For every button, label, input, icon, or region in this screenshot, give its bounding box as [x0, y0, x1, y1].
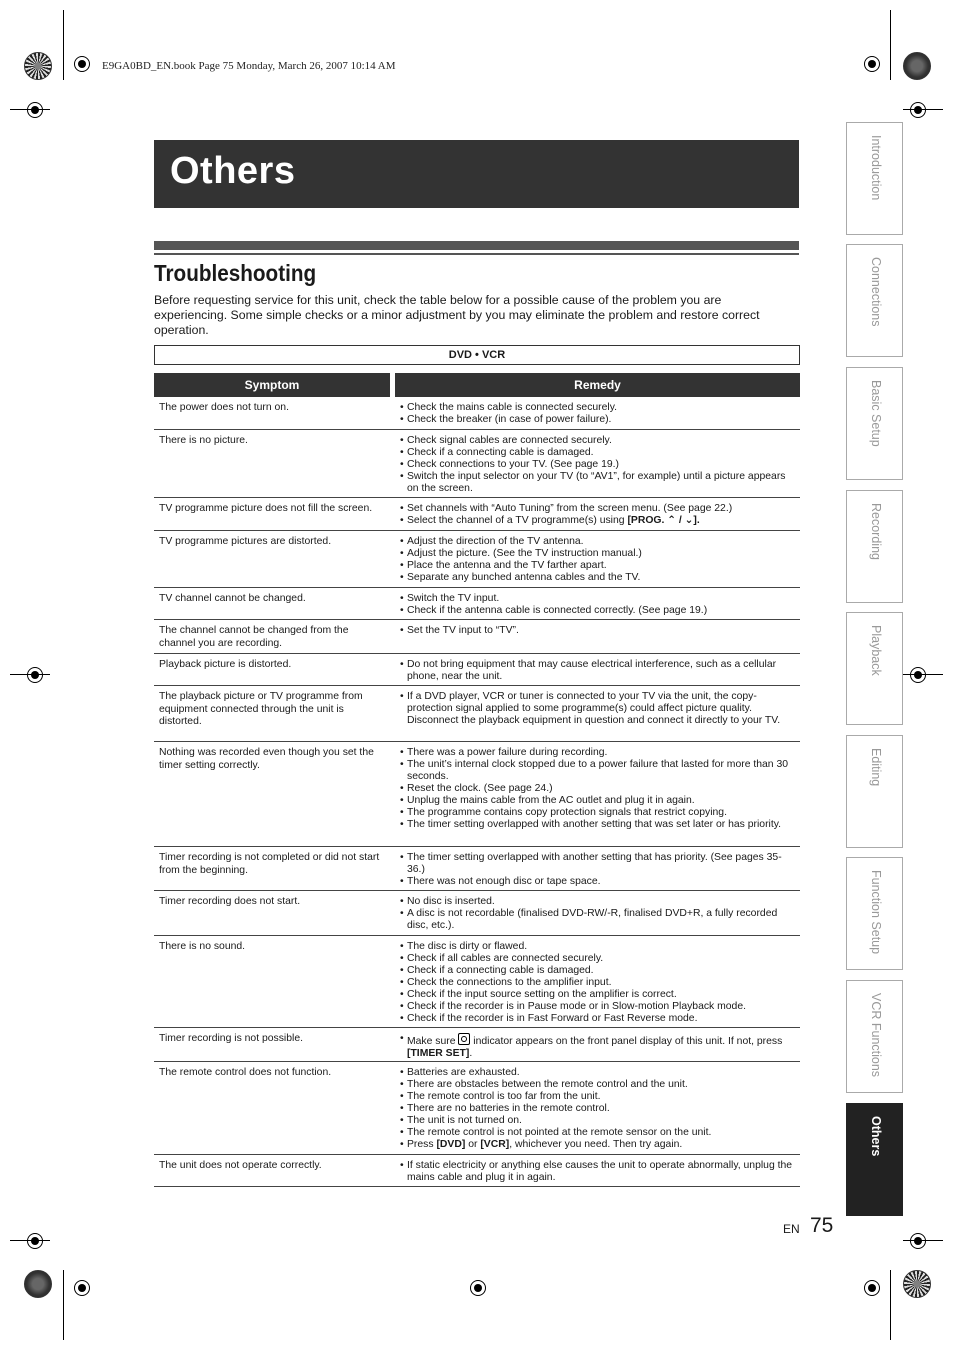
remedy-item: • Switch the input selector on your TV (to “AV1”, for example) until a picture appears on the screen.: [400, 471, 795, 495]
remedy-list: [400, 941, 795, 1025]
registration-dial-icon: [903, 1270, 931, 1298]
timer-icon: [458, 1033, 470, 1045]
dvd-key: [DVD]: [436, 1139, 466, 1150]
section-rule: [154, 241, 799, 250]
remedy-item: • Check if the antenna cable is connected correctly. (See page 19.): [400, 605, 795, 617]
section-title: Troubleshooting: [154, 260, 317, 286]
remedy-item: • There are obstacles between the remote control and the unit.: [400, 1079, 795, 1091]
symptom-header: Symptom: [154, 373, 390, 397]
crosshair-icon: [864, 1280, 880, 1296]
crop-mark: [890, 10, 891, 80]
symptom-text: Nothing was recorded even though you set the timer setting correctly.: [159, 747, 374, 771]
chevron-down-icon: ⌄: [684, 515, 694, 526]
tab-label: Introduction: [869, 135, 883, 201]
remedy-text: Press: [407, 1139, 434, 1150]
remedy-item: • Check if all cables are connected securely.: [400, 953, 795, 965]
crosshair-icon: [74, 1280, 90, 1296]
crop-mark: [903, 674, 943, 675]
page-language: EN: [783, 1222, 800, 1236]
symptom-text: Timer recording does not start.: [159, 896, 301, 907]
remedy-item: • Switch the TV input.: [400, 593, 795, 605]
remedy-list: [400, 503, 795, 527]
tab-function-setup[interactable]: [846, 857, 903, 970]
crop-mark: [10, 109, 50, 110]
category-label: DVD • VCR: [154, 345, 800, 365]
symptom-text: The playback picture or TV programme from equipment connected through the unit is distorted.: [159, 691, 363, 728]
remedy-list: [400, 1067, 795, 1151]
symptom-text: The unit does not operate correctly.: [159, 1160, 322, 1171]
crop-mark: [10, 1240, 50, 1241]
crosshair-icon: [910, 667, 926, 683]
table-row: [154, 1028, 800, 1062]
remedy-text: or: [468, 1139, 478, 1150]
crop-mark: [903, 1240, 943, 1241]
table-row: [154, 847, 800, 891]
remedy-item: • Separate any bunched antenna cables and the TV.: [400, 572, 795, 584]
section-rule-thin: [154, 253, 799, 255]
remedy-list: [400, 1160, 795, 1184]
crosshair-icon: [74, 56, 90, 72]
crosshair-icon: [27, 1233, 43, 1249]
remedy-list: [400, 435, 795, 495]
table-row: [154, 1155, 800, 1187]
remedy-item: • Adjust the picture. (See the TV instruction manual.): [400, 548, 795, 560]
remedy-list: [400, 659, 795, 683]
remedy-item: • Check the connections to the amplifier input.: [400, 977, 795, 989]
remedy-item: • Place the antenna and the TV farther apart.: [400, 560, 795, 572]
symptom-text: Timer recording is not completed or did not start from the beginning.: [159, 852, 380, 876]
remedy-item: • If static electricity or anything else causes the unit to operate abnormally, unplug the mains cable and plug it in again.: [400, 1160, 795, 1184]
print-header: E9GA0BD_EN.book Page 75 Monday, March 26, 2007 10:14 AM: [102, 60, 396, 72]
remedy-text-end: .: [469, 1048, 473, 1059]
registration-dial-icon: [24, 1270, 52, 1298]
symptom-text: Timer recording is not possible.: [159, 1033, 303, 1044]
remedy-item: • Reset the clock. (See page 24.): [400, 783, 795, 795]
remedy-text: Make sure: [407, 1036, 456, 1047]
registration-dial-icon: [24, 52, 52, 80]
crosshair-icon: [864, 56, 880, 72]
table-row: [154, 531, 800, 588]
table-row: [154, 654, 800, 686]
registration-dial-icon: [903, 52, 931, 80]
remedy-list: [400, 536, 795, 584]
tab-label: Function Setup: [869, 870, 883, 955]
crosshair-icon: [27, 102, 43, 118]
table-row: [154, 397, 800, 430]
symptom-text: The remote control does not function.: [159, 1067, 332, 1078]
remedy-list: [400, 593, 795, 617]
remedy-item: • The unit’s internal clock stopped due to a power failure that lasted for more than 30 seconds.: [400, 759, 795, 783]
symptom-text: The power does not turn on.: [159, 402, 289, 413]
remedy-list: [400, 625, 795, 637]
remedy-list: [400, 747, 795, 831]
remedy-item: • Check connections to your TV. (See page 19.): [400, 459, 795, 471]
remedy-item: • There was a power failure during recording.: [400, 747, 795, 759]
crop-mark: [63, 1270, 64, 1340]
remedy-item: • Check the breaker (in case of power failure).: [400, 414, 795, 426]
remedy-item: • Check if the recorder is in Fast Forward or Fast Reverse mode.: [400, 1013, 795, 1025]
remedy-item: • Check if a connecting cable is damaged.: [400, 965, 795, 977]
remedy-item: • The disc is dirty or flawed.: [400, 941, 795, 953]
tab-playback[interactable]: [846, 612, 903, 725]
remedy-item: • Adjust the direction of the TV antenna.: [400, 536, 795, 548]
remedy-item: • Batteries are exhausted.: [400, 1067, 795, 1079]
crop-mark: [890, 1270, 891, 1340]
tab-connections[interactable]: [846, 244, 903, 357]
tab-label: Connections: [869, 257, 883, 327]
table-row: [154, 742, 800, 847]
remedy-item: • No disc is inserted.: [400, 896, 795, 908]
tab-label: Recording: [869, 503, 883, 560]
remedy-list: [400, 852, 795, 888]
remedy-item: [400, 1139, 795, 1151]
remedy-text: indicator appears on the front panel display of this unit. If not, press: [473, 1036, 783, 1047]
table-row: [154, 686, 800, 742]
remedy-item: • The remote control is not pointed at the remote sensor on the unit.: [400, 1127, 795, 1139]
tab-label: Basic Setup: [869, 380, 883, 447]
chapter-title: Others: [170, 150, 296, 192]
vcr-key: [VCR]: [480, 1139, 510, 1150]
tab-editing[interactable]: [846, 735, 903, 848]
remedy-item: • Check if the recorder is in Pause mode or in Slow-motion Playback mode.: [400, 1001, 795, 1013]
symptom-text: There is no picture.: [159, 435, 248, 446]
intro-paragraph: Before requesting service for this unit, check the table below for a possible cause of the problem you are experiencing. Some simple checks or a minor adjustment by you may eliminate the problem and restore correct operation.: [154, 293, 760, 337]
remedy-item: • Check signal cables are connected securely.: [400, 435, 795, 447]
symptom-text: Playback picture is distorted.: [159, 659, 292, 670]
page-number: 75: [810, 1214, 834, 1237]
remedy-item: • There was not enough disc or tape space.: [400, 876, 795, 888]
tab-label: Editing: [869, 748, 883, 787]
remedy-item: • Check the mains cable is connected securely.: [400, 402, 795, 414]
table-row: [154, 936, 800, 1028]
remedy-item: • Check if the input source setting on the amplifier is correct.: [400, 989, 795, 1001]
remedy-item: • There are no batteries in the remote control.: [400, 1103, 795, 1115]
crosshair-icon: [470, 1280, 486, 1296]
crosshair-icon: [27, 667, 43, 683]
symptom-text: TV programme picture does not fill the screen.: [159, 503, 373, 514]
remedy-text: , whichever you need. Then try again.: [509, 1139, 683, 1150]
tab-label: Playback: [869, 625, 883, 676]
tab-basic-setup[interactable]: [846, 367, 903, 480]
remedy-list: [400, 1033, 795, 1060]
table-row: [154, 498, 800, 531]
remedy-item: • If a DVD player, VCR or tuner is connected to your TV via the unit, the copy-protection signal applied to some programme(s) could affect picture quality. Disconnect the playback equipment in question and connect it directly to your TV.: [400, 691, 795, 727]
table-row: [154, 588, 800, 620]
table-row: [154, 891, 800, 936]
remedy-item: • Unplug the mains cable from the AC outlet and plug it in again.: [400, 795, 795, 807]
remedy-list: [400, 402, 795, 426]
remedy-item: • The timer setting overlapped with another setting that has priority. (See pages 35-36.): [400, 852, 795, 876]
remedy-item: • The unit is not turned on.: [400, 1115, 795, 1127]
crop-mark: [903, 109, 943, 110]
table-row: [154, 1062, 800, 1155]
remedy-item: • Do not bring equipment that may cause electrical interference, such as a cellular phone, near the unit.: [400, 659, 795, 683]
symptom-text: There is no sound.: [159, 941, 246, 952]
tab-label: Others: [869, 1116, 883, 1157]
symptom-text: The channel cannot be changed from the channel you are recording.: [159, 625, 349, 649]
tab-label: VCR Functions: [869, 993, 883, 1078]
remedy-item: • The programme contains copy protection signals that restrict copying.: [400, 807, 795, 819]
crosshair-icon: [910, 102, 926, 118]
remedy-item: • The remote control is too far from the unit.: [400, 1091, 795, 1103]
chevron-up-icon: ⌃: [667, 515, 676, 526]
crop-mark: [63, 10, 64, 80]
remedy-item: • Set channels with “Auto Tuning” from the screen menu. (See page 22.): [400, 503, 795, 515]
remedy-item: • A disc is not recordable (finalised DVD-RW/-R, finalised DVD+R, a fully recorded disc, etc.).: [400, 908, 795, 932]
remedy-item: [400, 1033, 795, 1060]
remedy-item: • Check if a connecting cable is damaged.: [400, 447, 795, 459]
tab-vcr-functions[interactable]: [846, 980, 903, 1093]
tab-introduction[interactable]: [846, 122, 903, 235]
remedy-item: [400, 515, 795, 527]
prog-key-end: ].: [693, 515, 700, 526]
remedy-item: • The timer setting overlapped with another setting that was set later or has priority.: [400, 819, 795, 831]
crop-mark: [10, 674, 50, 675]
remedy-list: [400, 896, 795, 932]
prog-key-label: [PROG.: [627, 515, 665, 526]
remedy-list: [400, 691, 795, 727]
prog-slash: /: [678, 515, 682, 526]
remedy-header: Remedy: [395, 373, 800, 397]
symptom-text: TV channel cannot be changed.: [159, 593, 306, 604]
table-row: [154, 620, 800, 654]
symptom-text: TV programme pictures are distorted.: [159, 536, 332, 547]
tab-recording[interactable]: [846, 490, 903, 603]
tab-others[interactable]: [846, 1103, 903, 1216]
table-row: [154, 430, 800, 498]
remedy-text: Select the channel of a TV programme(s) using: [407, 515, 625, 526]
timer-set-key: [TIMER SET]: [407, 1048, 470, 1059]
crosshair-icon: [910, 1233, 926, 1249]
remedy-item: • Set the TV input to “TV”.: [400, 625, 795, 637]
